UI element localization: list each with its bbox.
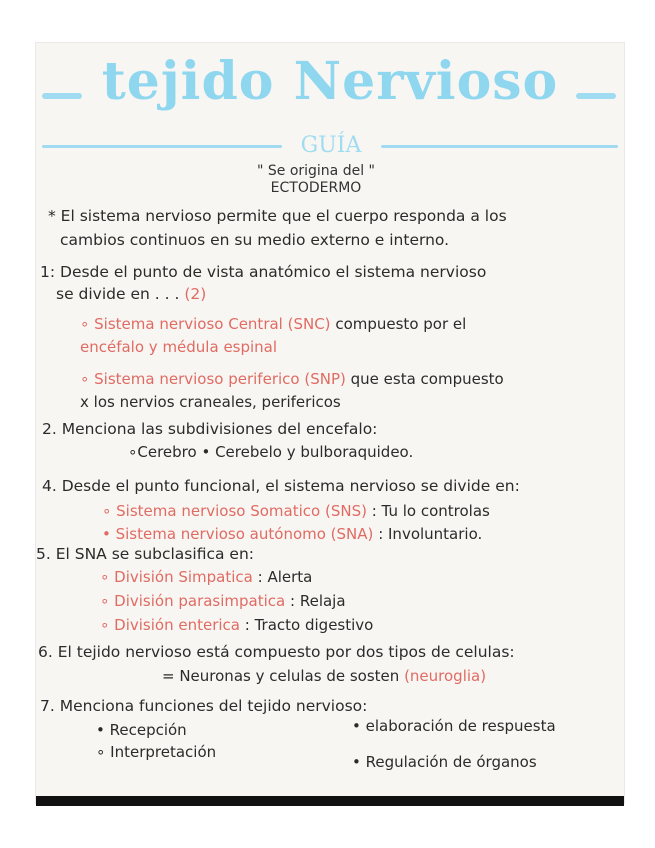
q1-line-2	[56, 283, 206, 305]
sna-desc: : Involuntario.	[378, 525, 483, 543]
q5-division-2	[100, 590, 346, 612]
q2-line-1: 2. Menciona las subdivisiones del encefalo:	[42, 420, 378, 438]
q6-line-2	[162, 665, 486, 687]
q1-line-2-text: se divide en . . .	[56, 285, 180, 303]
q7-line-1: 7. Menciona funciones del tejido nervioso:	[40, 697, 368, 715]
quote-line-1: " Se origina del "	[256, 163, 375, 179]
guide-line-right	[381, 145, 618, 148]
q5-line-1: 5. El SNA se subclasifica en:	[36, 545, 254, 563]
q1-line-1: 1: Desde el punto de vista anatómico el sistema nervioso	[40, 263, 487, 281]
notebook-page	[36, 43, 624, 803]
q2-items: ∘Cerebro • Cerebelo y bulboraquideo.	[128, 443, 414, 461]
snc-desc: compuesto por el	[335, 315, 467, 333]
guide-label: GUÍA	[300, 133, 362, 158]
sns-desc: : Tu lo controlas	[371, 502, 490, 520]
function-regulation: • Regulación de órganos	[352, 753, 537, 771]
division-3-label: ∘ División enterica	[100, 616, 240, 634]
q4-line-1: 4. Desde el punto funcional, el sistema nervioso se divide en:	[42, 477, 520, 495]
q6-neuroglia: (neuroglia)	[404, 667, 487, 685]
q5-division-1	[100, 566, 312, 588]
snp-line-2: x los nervios craneales, perifericos	[80, 393, 341, 411]
q5-division-3	[100, 614, 373, 636]
intro-line-2: cambios continuos en su medio externo e interno.	[60, 231, 450, 249]
sns-label: ∘ Sistema nervioso Somatico (SNS)	[102, 502, 367, 520]
function-interpretation: ∘ Interpretación	[96, 743, 217, 761]
snc-line-2: encéfalo y médula espinal	[80, 338, 278, 356]
snc-label: ∘ Sistema nervioso Central (SNC)	[80, 315, 331, 333]
function-response: • elaboración de respuesta	[352, 717, 556, 735]
q4-sna-line	[102, 523, 482, 545]
snp-desc: que esta compuesto	[350, 370, 504, 388]
origin-quote	[186, 163, 446, 197]
sna-label: • Sistema nervioso autónomo (SNA)	[102, 525, 374, 543]
division-2-desc: : Relaja	[290, 592, 346, 610]
function-reception: • Recepción	[96, 721, 187, 739]
q1-count: (2)	[184, 285, 207, 303]
q6-cell-types: = Neuronas y celulas de sosten	[162, 667, 400, 685]
division-1-desc: : Alerta	[257, 568, 313, 586]
division-2-label: ∘ División parasimpatica	[100, 592, 286, 610]
q1-snp-line	[80, 368, 504, 390]
guide-heading	[36, 133, 624, 159]
quote-line-2: ECTODERMO	[270, 180, 362, 196]
division-3-desc: : Tracto digestivo	[244, 616, 374, 634]
intro-line-1: * El sistema nervioso permite que el cuerpo responda a los	[48, 207, 507, 225]
scan-bottom-edge	[36, 796, 624, 806]
q6-line-1: 6. El tejido nervioso está compuesto por dos tipos de celulas:	[38, 643, 515, 661]
q4-sns-line	[102, 500, 490, 522]
guide-line-left	[42, 145, 282, 148]
division-1-label: ∘ División Simpatica	[100, 568, 253, 586]
page-title: tejido Nervioso	[101, 51, 559, 112]
q1-snc-line	[80, 313, 466, 335]
snp-label: ∘ Sistema nervioso periferico (SNP)	[80, 370, 346, 388]
